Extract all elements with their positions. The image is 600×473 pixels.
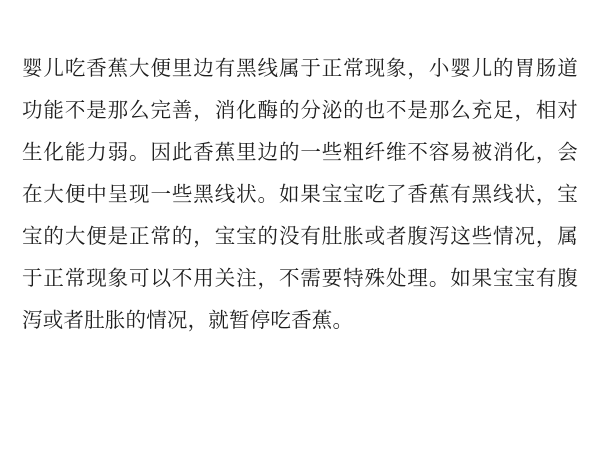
article-body-text: 婴儿吃香蕉大便里边有黑线属于正常现象，小婴儿的胃肠道功能不是那么完善，消化酶的分泌的也不是那么充足，相对生化能力弱。因此香蕉里边的一些粗纤维不容易被消化，会在大便中呈现一些黑线状。如果宝宝吃了香蕉有黑线状，宝宝的大便是正常的，宝宝的没有肚胀或者腹泻这些情况，属于正常现象可以不用关注，不需要特殊处理。如果宝宝有腹泻或者肚胀的情况，就暂停吃香蕉。 <box>22 55 578 332</box>
